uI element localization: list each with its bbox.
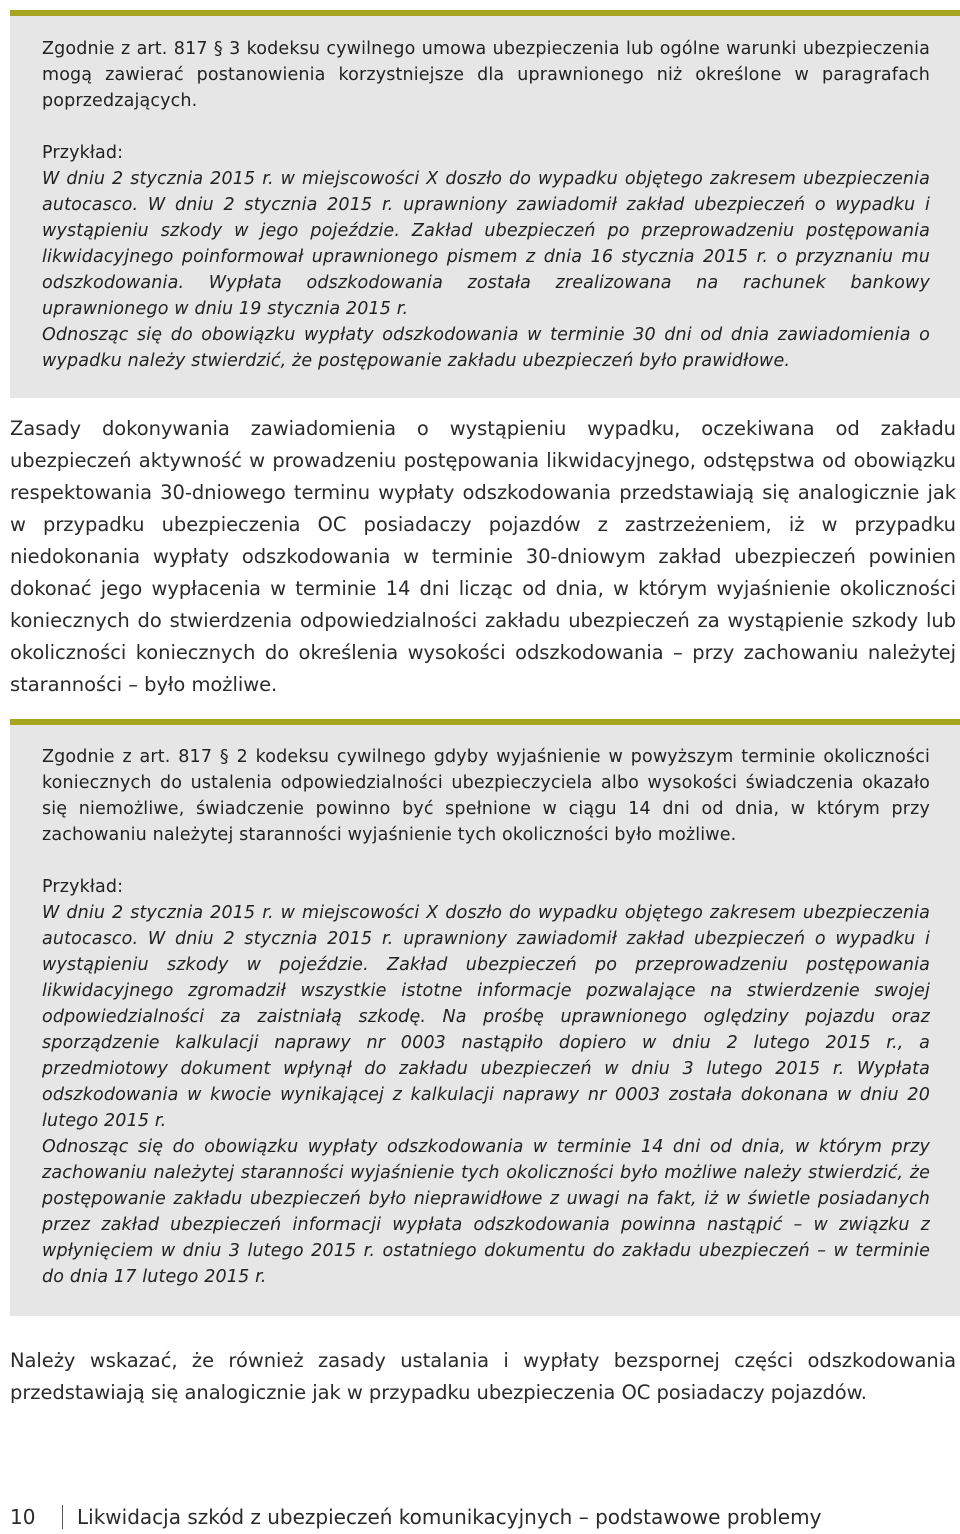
page-number: 10 xyxy=(10,1505,36,1529)
body-paragraph-2: Należy wskazać, że również zasady ustalania i wypłaty bezspornej części odszkodowania przedstawiają się analogicznie jak w przypadku ubezpieczenia OC posiadaczy pojazdów. xyxy=(10,1349,956,1404)
page-footer xyxy=(10,1503,950,1531)
box2-example-conclusion: Odnosząc się do obowiązku wypłaty odszkodowania w terminie 14 dni od dnia, w którym przy zachowaniu należytej staranności wyjaśnienie tych okoliczności było możliwe należy stwierdzić, że postępowanie zakładu ubezpieczeń było nieprawidłowe z uwagi na fakt, iż w świetle posiadanych przez zakład ubezpieczeń informacji wypłata odszkodowania powinna nastąpić – w związku z wpłynięciem w dniu 3 lutego 2015 r. ostatniego dokumentu do zakładu ubezpieczeń – w terminie do dnia 17 lutego 2015 r. xyxy=(42,1137,930,1287)
body-paragraph-1: Zasady dokonywania zawiadomienia o wystąpieniu wypadku, oczekiwana od zakładu ubezpieczeń aktywność w prowadzeniu postępowania likwidacyjnego, odstępstwa od obowiązku respektowania 30-dniowego terminu wypłaty odszkodowania przedstawiają się analogicznie jak w przypadku ubezpieczenia OC posiadaczy pojazdów z zastrzeżeniem, iż w przypadku niedokonania wypłaty odszkodowania w terminie 30-dniowym zakład ubezpieczeń powinien dokonać jego wypłacenia w terminie 14 dni licząc od dnia, w którym wyjaśnienie okoliczności koniecznych do stwierdzenia odpowiedzialności zakładu ubezpieczeń za wystąpienie szkody lub okoliczności koniecznych do określenia wysokości odszkodowania – przy zachowaniu należytej staranności – było możliwe. xyxy=(10,417,956,696)
footer-title: Likwidacja szkód z ubezpieczeń komunikacyjnych – podstawowe problemy xyxy=(77,1505,822,1529)
footer-divider xyxy=(62,1505,63,1529)
info-box-art-817-3 xyxy=(10,10,960,398)
box1-example-conclusion: Odnosząc się do obowiązku wypłaty odszkodowania w terminie 30 dni od dnia zawiadomienia o wypadku należy stwierdzić, że postępowanie zakładu ubezpieczeń było prawidłowe. xyxy=(42,325,930,371)
box2-intro: Zgodnie z art. 817 § 2 kodeksu cywilnego gdyby wyjaśnienie w powyższym terminie okoliczności koniecznych do ustalenia odpowiedzialności ubezpieczyciela albo wysokości świadczenia okazało się niemożliwe, świadczenie powinno być spełnione w ciągu 14 dni od dnia, w którym przy zachowaniu należytej staranności wyjaśnienie tych okoliczności było możliwe. xyxy=(42,747,930,845)
box1-example-text: W dniu 2 stycznia 2015 r. w miejscowości X doszło do wypadku objętego zakresem ubezpieczenia autocasco. W dniu 2 stycznia 2015 r. uprawniony zawiadomił zakład ubezpieczeń o wypadku i wystąpieniu szkody w jego pojeździe. Zakład ubezpieczeń po przeprowadzeniu postępowania likwidacyjnego poinformował uprawnionego pismem z dnia 16 stycznia 2015 r. o przyznaniu mu odszkodowania. Wypłata odszkodowania została zrealizowana na rachunek bankowy uprawnionego w dniu 19 stycznia 2015 r. xyxy=(42,169,930,319)
box2-example-label: Przykład: xyxy=(42,877,124,897)
box2-example-text: W dniu 2 stycznia 2015 r. w miejscowości X doszło do wypadku objętego zakresem ubezpieczenia autocasco. W dniu 2 stycznia 2015 r. uprawniony zawiadomił zakład ubezpieczeń o wypadku i wystąpieniu szkody w pojeździe. Zakład ubezpieczeń po przeprowadzeniu postępowania likwidacyjnego zgromadził wszystkie istotne informacje pozwalające na stwierdzenie swojej odpowiedzialności za zaistniałą szkodę. Na prośbę uprawnionego oględziny pojazdu oraz sporządzenie kalkulacji naprawy nr 0003 nastąpiło dopiero w dniu 2 lutego 2015 r., a przedmiotowy dokument wpłynął do zakładu ubezpieczeń w dniu 3 lutego 2015 r. Wypłata odszkodowania w kwocie wynikającej z kalkulacji naprawy nr 0003 została dokonana w dniu 20 lutego 2015 r. xyxy=(42,903,930,1131)
box1-intro: Zgodnie z art. 817 § 3 kodeksu cywilnego umowa ubezpieczenia lub ogólne warunki ubezpieczenia mogą zawierać postanowienia korzystniejsze dla uprawnionego niż określone w paragrafach poprzedzających. xyxy=(42,39,930,111)
box1-example-label: Przykład: xyxy=(42,143,124,163)
info-box-art-817-2 xyxy=(10,719,960,1316)
